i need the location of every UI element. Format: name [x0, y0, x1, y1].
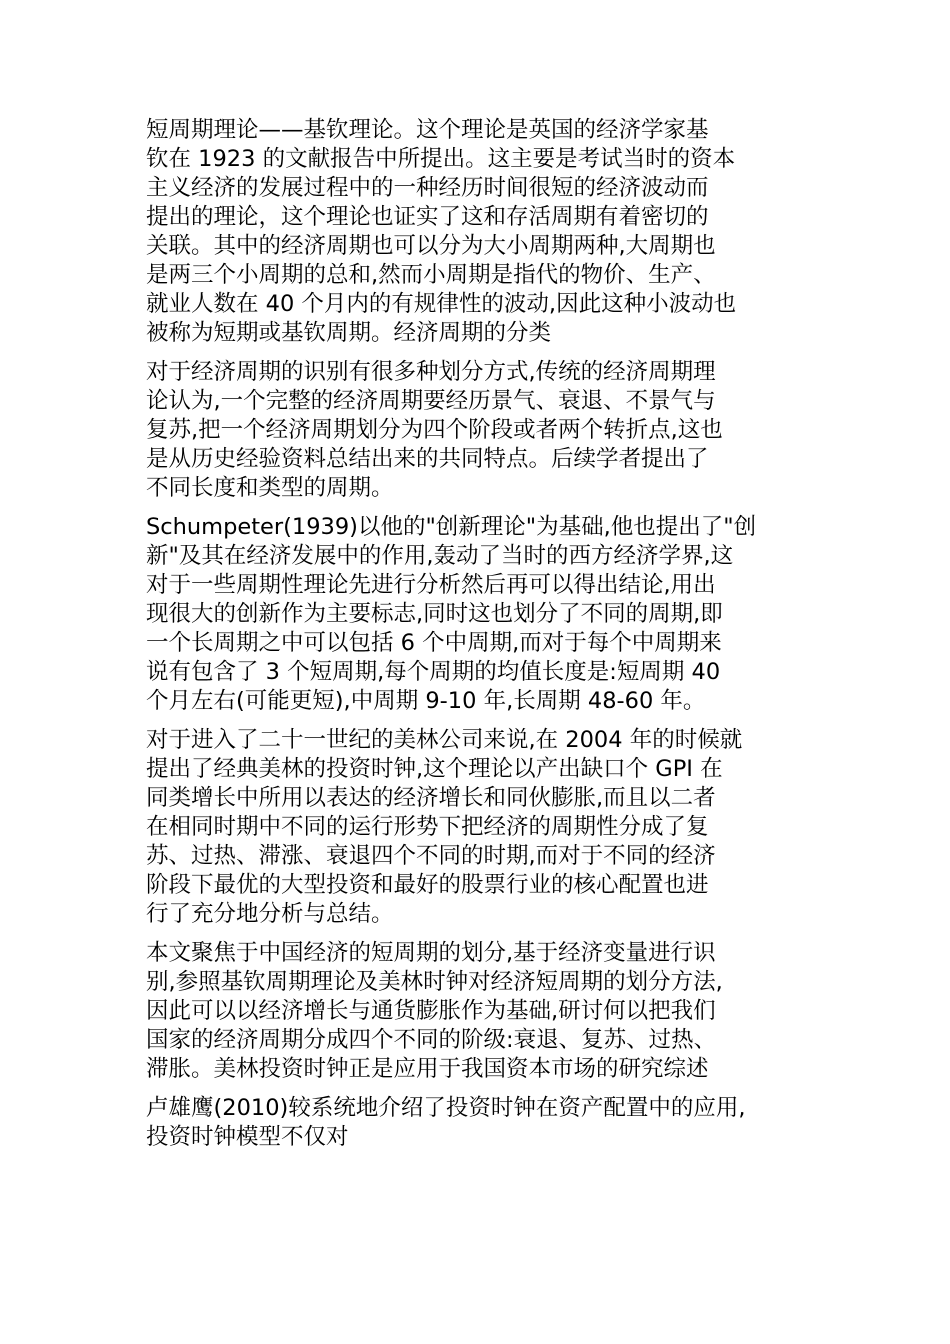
- text-line: 卢雄鹰(2010)较系统地介绍了投资时钟在资产配置中的应用,: [146, 1095, 746, 1121]
- paragraph-cycle-identification: [146, 358, 818, 503]
- text-line: 滞胀。美林投资时钟正是应用于我国资本市场的研究综述: [146, 1056, 709, 1082]
- text-line: 提出的理论，这个理论也证实了这和存活周期有着密切的: [146, 204, 709, 230]
- text-line: 是两三个小周期的总和,然而小周期是指代的物价、生产、: [146, 262, 716, 288]
- paragraph-kitchin-theory: [146, 116, 818, 348]
- text-line: 被称为短期或基钦周期。经济周期的分类: [146, 320, 552, 346]
- paragraph-schumpeter: [146, 513, 818, 716]
- text-line: 国家的经济周期分成四个不同的阶级:衰退、复苏、过热、: [146, 1027, 717, 1053]
- text-line: Schumpeter(1939)以他的"创新理论"为基础,他也提出了"创: [146, 514, 757, 540]
- text-line: 对于经济周期的识别有很多种划分方式,传统的经济周期理: [146, 359, 716, 385]
- text-line: 苏、过热、滞涨、衰退四个不同的时期,而对于不同的经济: [146, 843, 716, 869]
- body-text: [146, 116, 818, 1162]
- text-line: 行了充分地分析与总结。: [146, 901, 394, 927]
- text-line: 短周期理论——基钦理论。这个理论是英国的经济学家基: [146, 117, 709, 143]
- text-line: 现很大的创新作为主要标志,同时这也划分了不同的周期,即: [146, 601, 723, 627]
- text-line: 本文聚焦于中国经济的短周期的划分,基于经济变量进行识: [146, 940, 716, 966]
- text-line: 说有包含了 3 个短周期,每个周期的均值长度是:短周期 40: [146, 659, 721, 685]
- text-line: 阶段下最优的大型投资和最好的股票行业的核心配置也进: [146, 872, 709, 898]
- text-line: 在相同时期中不同的运行形势下把经济的周期性分成了复: [146, 814, 709, 840]
- text-line: 复苏,把一个经济周期划分为四个阶段或者两个转折点,这也: [146, 417, 723, 443]
- paragraph-focus: [146, 939, 818, 1084]
- paragraph-lu-xiongying: [146, 1094, 818, 1152]
- text-line: 就业人数在 40 个月内的有规律性的波动,因此这种小波动也: [146, 291, 737, 317]
- text-line: 钦在 1923 的文献报告中所提出。这主要是考试当时的资本: [146, 146, 736, 172]
- text-line: 投资时钟模型不仅对: [146, 1124, 349, 1150]
- text-line: 提出了经典美林的投资时钟,这个理论以产出缺口个 GPI 在: [146, 756, 723, 782]
- text-line: 主义经济的发展过程中的一种经历时间很短的经济波动而: [146, 175, 709, 201]
- text-line: 同类增长中所用以表达的经济增长和同伙膨胀,而且以二者: [146, 785, 716, 811]
- text-line: 对于一些周期性理论先进行分析然后再可以得出结论,用出: [146, 572, 716, 598]
- text-line: 对于进入了二十一世纪的美林公司来说,在 2004 年的时候就: [146, 727, 743, 753]
- text-line: 关联。其中的经济周期也可以分为大小周期两种,大周期也: [146, 233, 716, 259]
- text-line: 新"及其在经济发展中的作用,轰动了当时的西方经济学界,这: [146, 543, 734, 569]
- text-line: 个月左右(可能更短),中周期 9-10 年,长周期 48-60 年。: [146, 688, 706, 714]
- text-line: 别,参照基钦周期理论及美林时钟对经济短周期的划分方法,: [146, 969, 723, 995]
- text-line: 是从历史经验资料总结出来的共同特点。后续学者提出了: [146, 446, 709, 472]
- text-line: 论认为,一个完整的经济周期要经历景气、衰退、不景气与: [146, 388, 716, 414]
- text-line: 因此可以以经济增长与通货膨胀作为基础,研讨何以把我们: [146, 998, 716, 1024]
- text-line: 一个长周期之中可以包括 6 个中周期,而对于每个中周期来: [146, 630, 722, 656]
- paragraph-merrill-lynch: [146, 726, 818, 929]
- text-line: 不同长度和类型的周期。: [146, 475, 394, 501]
